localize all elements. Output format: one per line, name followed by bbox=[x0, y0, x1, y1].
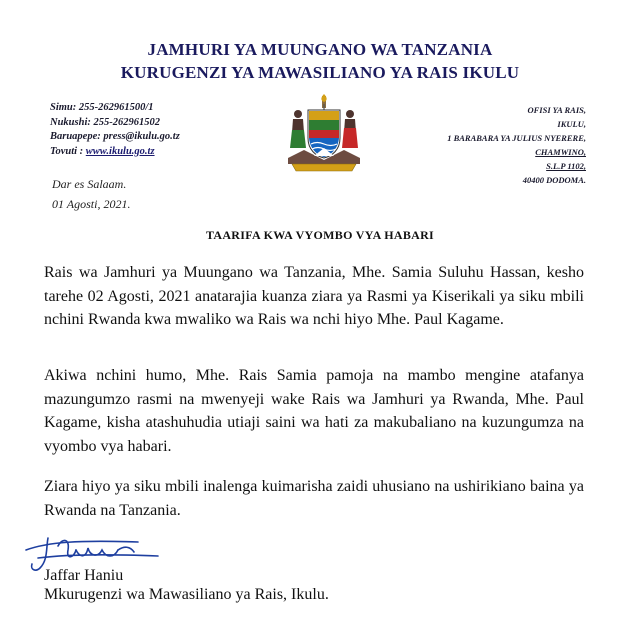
place-text: Dar es Salaam. bbox=[52, 177, 127, 191]
address-line3: 1 BARABARA YA JULIUS NYERERE, bbox=[447, 133, 586, 143]
address-line6: 40400 DODOMA. bbox=[522, 175, 586, 185]
date-text: 01 Agosti, 2021. bbox=[52, 197, 131, 211]
address-line5: S.L.P 1102, bbox=[546, 161, 586, 171]
fax-text: Nukushi: 255-262961502 bbox=[50, 116, 160, 128]
signer-title: Mkurugenzi wa Mawasiliano ya Rais, Ikulu. bbox=[44, 586, 329, 603]
body-paragraph-1: Rais wa Jamhuri ya Muungano wa Tanzania, Mhe. Samia Suluhu Hassan, kesho tarehe 02 Agosti, 2021 anatarajia kuanza ziara ya Rasmi ya Kiserikali ya siku mbili nchini Rwanda kwa mwaliko wa Rais wa nchi hiyo Mhe. Paul Kagame. bbox=[44, 264, 584, 328]
place-date-block bbox=[52, 174, 130, 214]
address-line2: IKULU, bbox=[557, 119, 586, 129]
website-row bbox=[50, 145, 180, 160]
address-block bbox=[447, 103, 586, 187]
body-paragraph-2: Akiwa nchini humo, Mhe. Rais Samia pamoja na mambo mengine atafanya mazungumzo rasmi na mwenyeji wake Rais wa Jamhuri ya Rwanda, Mhe. Paul Kagame, kisha atashuhudia utiaji saini wa hati za makubaliano na kuzungumza na vyombo vya habari. bbox=[44, 367, 584, 455]
coat-of-arms-emblem bbox=[284, 94, 364, 172]
website-link[interactable]: www.ikulu.go.tz bbox=[85, 145, 155, 157]
phone-text: Simu: 255-262961500/1 bbox=[50, 102, 154, 113]
contact-block bbox=[50, 101, 180, 159]
address-line1: OFISI YA RAIS, bbox=[527, 105, 586, 115]
email-text: Baruapepe: press@ikulu.go.tz bbox=[50, 131, 180, 142]
signer-name: Jaffar Haniu bbox=[44, 567, 124, 584]
document-heading: TAARIFA KWA VYOMBO VYA HABARI bbox=[205, 228, 435, 242]
address-line4: CHAMWINO, bbox=[535, 147, 586, 157]
website-label: Tovuti : bbox=[50, 145, 86, 157]
header-title-line2: KURUGENZI YA MAWASILIANO YA RAIS IKULU bbox=[120, 63, 520, 82]
body-paragraph-3: Ziara hiyo ya siku mbili inalenga kuimarisha zaidi uhusiano na ushirikiano baina ya Rwanda na Tanzania. bbox=[44, 478, 584, 519]
header-title-line1: JAMHURI YA MUUNGANO WA TANZANIA bbox=[147, 40, 493, 59]
